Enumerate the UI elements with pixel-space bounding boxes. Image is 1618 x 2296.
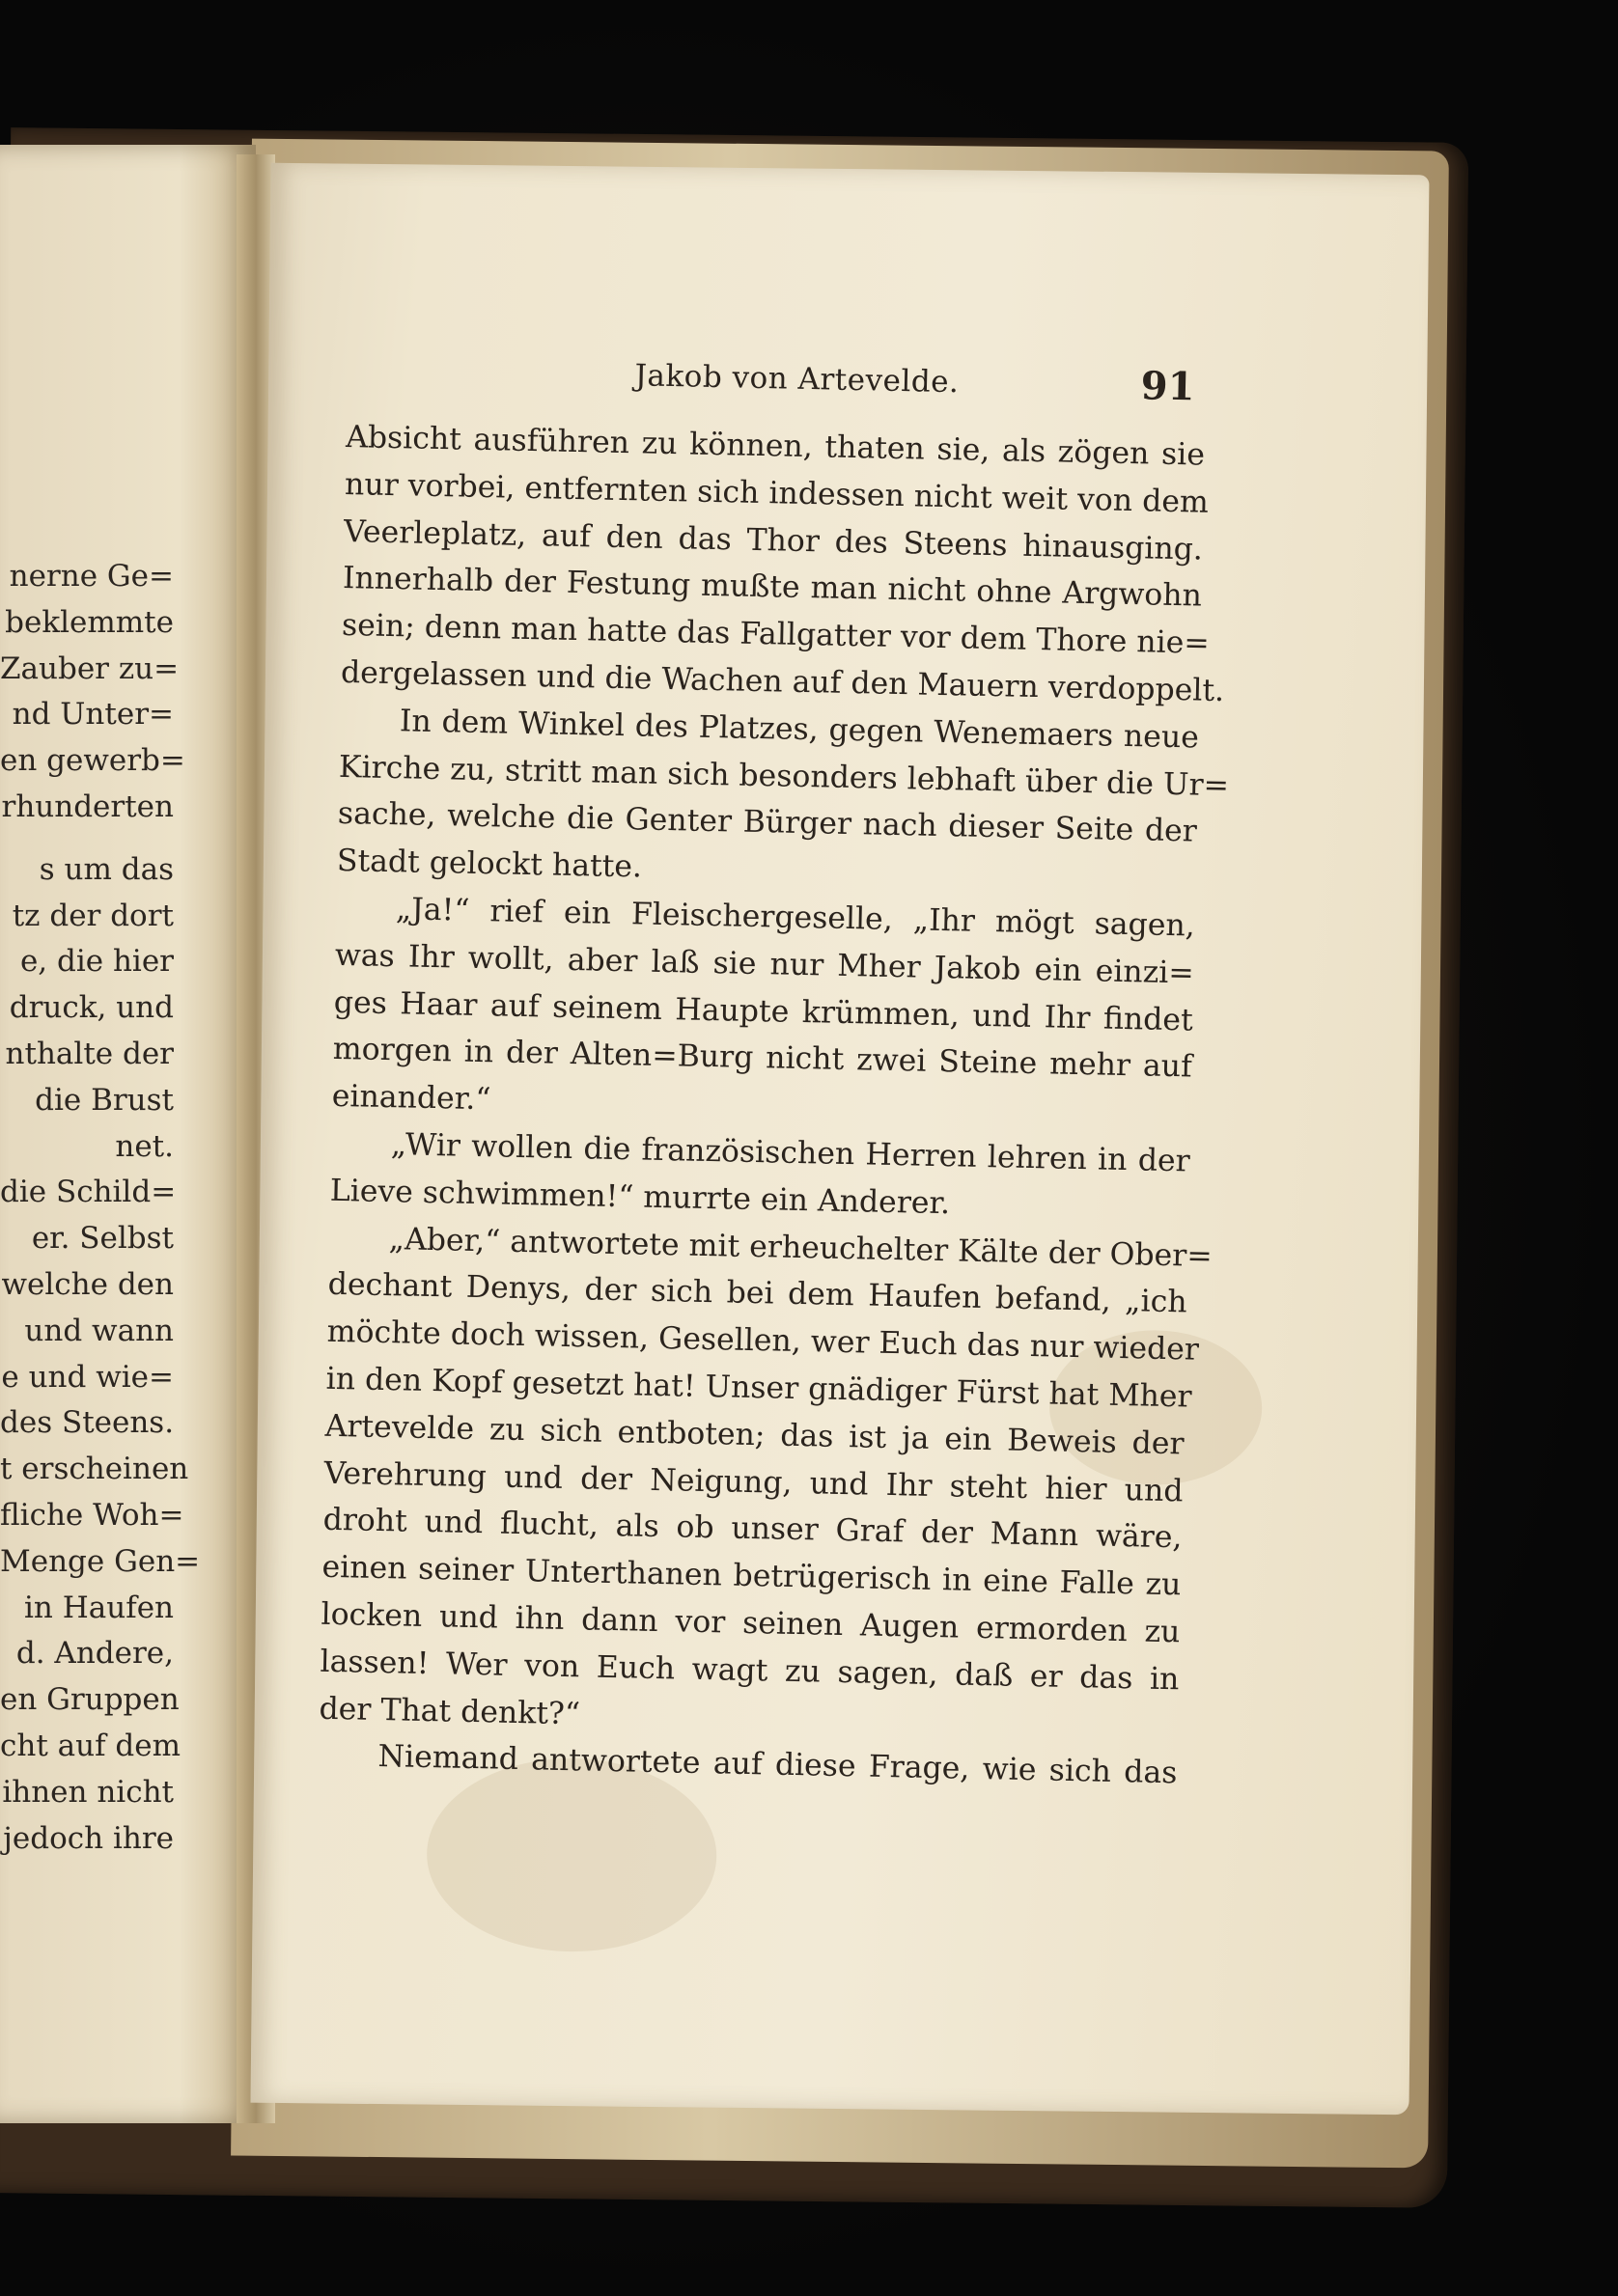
text-line: locken und ihn dann vor seinen Augen ermorden zu [321, 1596, 1181, 1650]
text-line: droht und flucht, als ob unser Graf der Mann wäre, [322, 1503, 1183, 1556]
text-line: einen seiner Unterthanen betrügerisch in eine Falle zu [321, 1549, 1182, 1603]
left-page-line: d. Andere, [15, 1636, 174, 1672]
left-page-line: die Schild= [0, 1175, 177, 1210]
left-page-line: er. Selbst [31, 1221, 174, 1257]
left-page-line: s um das [39, 851, 174, 887]
text-line: Artevelde zu sich entboten; das ist ja ein Beweis der [324, 1408, 1185, 1462]
left-page-line: e und wie= [1, 1359, 174, 1395]
text-line: Niemand antwortete auf diese Frage, wie sich das [377, 1739, 1178, 1791]
left-page-line: en gewerb= [0, 743, 185, 779]
left-page-line: tz der dort [12, 898, 174, 933]
left-page-line: beklemmte [5, 604, 174, 640]
text-line: lassen! Wer von Euch wagt zu sagen, daß er das in [320, 1644, 1180, 1698]
left-page-line: cht auf dem [0, 1728, 181, 1763]
left-page-line: und wann [24, 1313, 174, 1348]
text-line: der That denkt?“ [319, 1691, 581, 1731]
left-page-line: jedoch ihre [3, 1820, 174, 1856]
text-line: Lieve schwimmen!“ murrte ein Anderer. [329, 1173, 951, 1222]
text-line: In dem Winkel des Platzes, gegen Wenemaers neue [399, 704, 1200, 756]
text-line: in den Kopf gesetzt hat! Unser gnädiger Fürst hat Mher [325, 1361, 1192, 1415]
left-page-line: in Haufen [24, 1590, 174, 1625]
text-line: nur vorbei, entfernten sich indessen nicht weit von dem [344, 466, 1210, 520]
text-line: Kirche zu, stritt man sich besonders lebhaft über die Ur= [338, 749, 1230, 803]
text-line: dergelassen und die Wachen auf den Mauern verdoppelt. [340, 654, 1225, 709]
text-line: Stadt gelockt hatte. [336, 844, 643, 885]
left-page-line: e, die hier [19, 944, 174, 980]
left-page-line: Menge Gen= [0, 1543, 201, 1579]
recto-text-block [318, 352, 1230, 1797]
left-page-text [0, 554, 201, 1862]
left-page-line: net. [115, 1128, 174, 1164]
left-page-line: t erscheinen [0, 1452, 189, 1487]
left-page-line: en Gruppen [0, 1682, 180, 1718]
text-line: Veerleplatz, auf den das Thor des Steens hinausging. [343, 513, 1204, 567]
left-page-line [0, 831, 174, 847]
text-line: „Wir wollen die französischen Herren lehren in der [390, 1127, 1191, 1179]
left-page-line: nthalte der [5, 1036, 174, 1071]
text-line: dechant Denys, der sich bei dem Haufen befand, „ich [327, 1267, 1187, 1320]
left-page-line: rhunderten [1, 788, 174, 824]
text-line: was Ihr wollt, aber laß sie nur Mher Jakob ein einzi= [334, 937, 1195, 991]
left-page-line: welche den [1, 1266, 174, 1302]
left-page-line: Zauber zu= [0, 650, 180, 686]
text-line: Absicht ausführen zu können, thaten sie, als zögen sie [345, 419, 1206, 473]
page-number: 91 [1140, 363, 1195, 410]
left-page-line: fliche Woh= [0, 1497, 184, 1533]
text-line: sein; denn man hatte das Fallgatter vor dem Thore nie= [341, 608, 1211, 661]
text-line: morgen in der Alten=Burg nicht zwei Steine mehr auf [332, 1032, 1193, 1085]
running-title: Jakob von Artevelde. [634, 358, 960, 401]
left-page [0, 145, 256, 2123]
text-line: Verehrung und der Neigung, und Ihr steht hier und [323, 1455, 1184, 1508]
left-page-line: nerne Ge= [9, 559, 174, 594]
left-page-line: des Steens. [0, 1405, 175, 1441]
text-line: möchte doch wissen, Gesellen, wer Euch das nur wieder [326, 1314, 1200, 1368]
body-text [318, 414, 1230, 1797]
text-line: „Ja!“ rief ein Fleischergeselle, „Ihr mögt sagen, [395, 892, 1196, 944]
text-line: einander.“ [331, 1078, 491, 1118]
text-line: „Aber,“ antwortete mit erheuchelter Kälte der Ober= [388, 1221, 1214, 1274]
text-line: ges Haar auf seinem Haupte krümmen, und Ihr findet [333, 984, 1194, 1038]
left-page-line: druck, und [9, 990, 174, 1026]
left-page-line: nd Unter= [12, 697, 174, 733]
left-page-line: die Brust [35, 1082, 174, 1118]
left-page-line: ihnen nicht [2, 1774, 174, 1810]
text-line: Innerhalb der Festung mußte man nicht ohne Argwohn [342, 561, 1203, 614]
text-line: sache, welche die Genter Bürger nach dieser Seite der [337, 796, 1198, 849]
